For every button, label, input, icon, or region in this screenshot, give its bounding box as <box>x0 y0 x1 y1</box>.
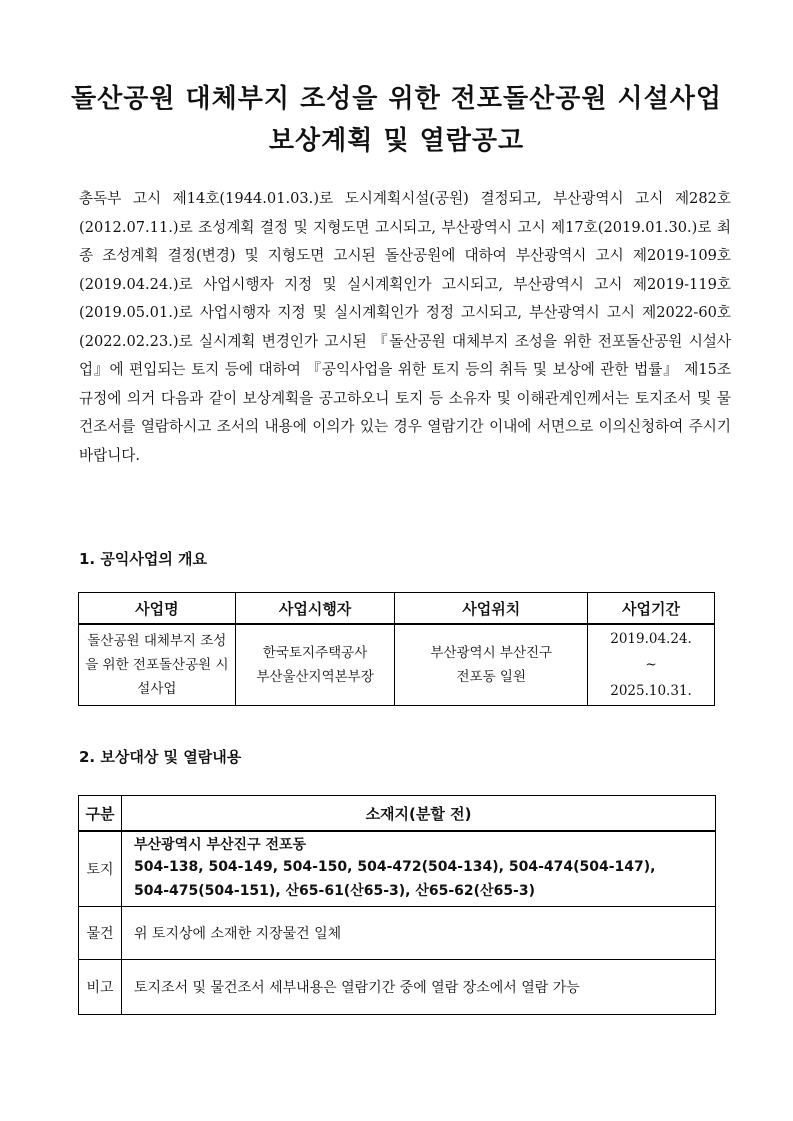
project-name-cell: 돌산공원 대체부지 조성을 위한 전포돌산공원 시설사업 <box>79 624 236 706</box>
operator-line1: 한국토지주택공사 <box>262 645 368 661</box>
header-category: 구분 <box>79 796 122 832</box>
location-cell <box>395 624 588 706</box>
objects-content: 위 토지상에 소재한 지장물건 일체 <box>122 907 716 960</box>
section1-heading: 1. 공익사업의 개요 <box>79 550 208 568</box>
objects-row <box>79 907 716 960</box>
header-location: 사업위치 <box>395 593 588 625</box>
table-header-row <box>79 593 715 625</box>
land-district: 부산광역시 부산진구 전포동 <box>134 837 307 853</box>
land-content <box>122 831 716 907</box>
land-row <box>79 831 716 907</box>
note-row <box>79 960 716 1015</box>
land-label: 토지 <box>79 831 122 907</box>
period-separator: ~ <box>645 657 657 673</box>
header-address: 소재지(분할 전) <box>122 796 716 832</box>
header-period: 사업기간 <box>588 593 715 625</box>
intro-paragraph <box>79 185 731 470</box>
objects-label: 물건 <box>79 907 122 960</box>
note-label: 비고 <box>79 960 122 1015</box>
location-line1: 부산광역시 부산진구 <box>430 645 553 661</box>
location-line2: 전포동 일원 <box>456 669 526 685</box>
notice-title: 돌산공원 대체부지 조성을 위한 전포돌산공원 시설사업 <box>71 84 722 114</box>
land-lots-line1: 504-138, 504-149, 504-150, 504-472(504-134), 504-474(504-147), <box>134 859 656 875</box>
operator-line2: 부산울산지역본부장 <box>256 669 374 685</box>
period-cell <box>588 624 715 706</box>
intro-text: 총독부 고시 제14호(1944.01.03.)로 도시계획시설(공원) 결정되고, 부산광역시 고시 제282호(2012.07.11.)로 조성계획 결정 및 지형도면 고시되고, 부산광역시 고시 제17호(2019.01.30.)로 최종 조성계획 결정(변경) 및 지형도면 고시된 돌산공원에 대하여 부산광역시 고시 제2019-109호(2019.04.24.)로 사업시행자 지정 및 실시계획인가 고시되고, 부산광역시 고시 제2019-119호(2019.05.01.)로 사업시행자 지정 및 실시계획인가 정정 고시되고, 부산광역시 고시 제2022-60호(2022.02.23.)로 실시계획 변경인가 고시된 『돌산공원 대체부지 조성을 위한 전포돌산공원 시설사업』에 편입되는 토지 등에 대하여 『공익사업을 위한 토지 등의 취득 및 보상에 관한 법률』 제15조 규정에 의거 다음과 같이 보상계획을 공고하오니 토지 등 소유자 및 이해관계인께서는 토지조서 및 물건조서를 열람하시고 조서의 내용에 이의가 있는 경우 열람기간 이내에 서면으로 이의신청하여 주시기 바랍니다. <box>79 190 731 464</box>
notice-subtitle: 보상계획 및 열람공고 <box>268 126 525 156</box>
note-content: 토지조서 및 물건조서 세부내용은 열람기간 중에 열람 장소에서 열람 가능 <box>122 960 716 1015</box>
period-start: 2019.04.24. <box>610 631 692 647</box>
period-end: 2025.10.31. <box>610 683 692 699</box>
operator-cell <box>235 624 395 706</box>
header-project-name: 사업명 <box>79 593 236 625</box>
section2-heading: 2. 보상대상 및 열람내용 <box>79 748 242 766</box>
land-lots-line2: 504-475(504-151), 산65-61(산65-3), 산65-62(산65-3) <box>134 883 536 899</box>
header-operator: 사업시행자 <box>235 593 395 625</box>
project-overview-table <box>78 592 715 706</box>
compensation-target-table <box>78 795 716 1015</box>
table-row <box>79 624 715 706</box>
table-header-row <box>79 796 716 832</box>
